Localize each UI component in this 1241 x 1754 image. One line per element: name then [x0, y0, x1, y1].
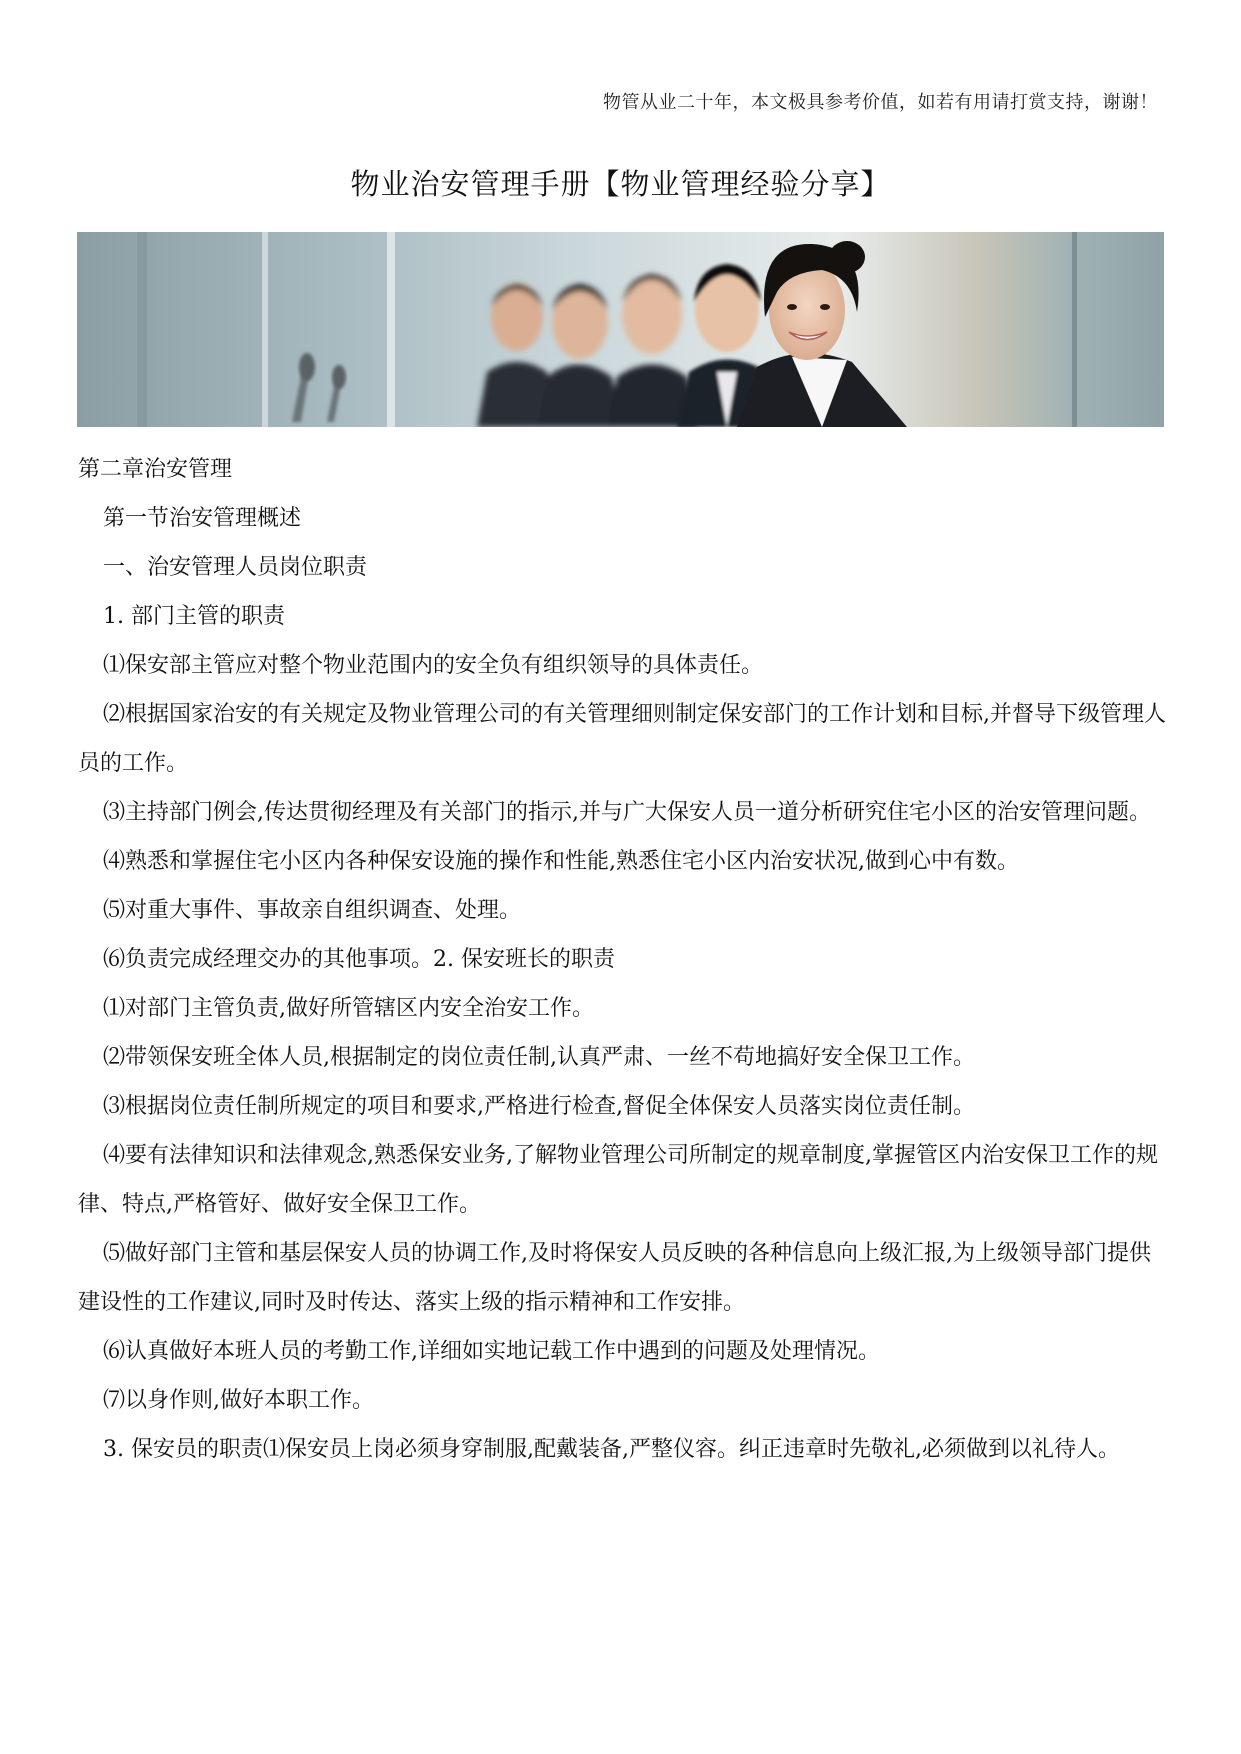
banner-image — [77, 232, 1164, 427]
business-team-photo-icon — [77, 232, 1164, 427]
paragraph: ⑶主持部门例会,传达贯彻经理及有关部门的指示,并与广大保安人员一道分析研究住宅小区的治安管理问题。 — [103, 800, 1151, 825]
header-note: 物管从业二十年，本文极具参考价值，如若有用请打赏支持，谢谢！ — [603, 92, 1158, 113]
paragraph: ⑷熟悉和掌握住宅小区内各种保安设施的操作和性能,熟悉住宅小区内治安状况,做到心中有数。 — [103, 849, 1019, 874]
subsection-heading: 1. 部门主管的职责 — [103, 604, 285, 629]
paragraph: ⑴对部门主管负责,做好所管辖区内安全治安工作。 — [103, 996, 594, 1021]
document-body — [78, 445, 1166, 1474]
section-heading: 第一节治安管理概述 — [103, 506, 302, 531]
chapter-heading: 第二章治安管理 — [78, 457, 233, 482]
paragraph: 3. 保安员的职责⑴保安员上岗必须身穿制服,配戴装备,严整仪容。纠正违章时先敬礼,必须做到以礼待人。 — [103, 1437, 1120, 1462]
paragraph: ⑴保安部主管应对整个物业范围内的安全负有组织领导的具体责任。 — [103, 653, 764, 678]
paragraph: ⑶根据岗位责任制所规定的项目和要求,严格进行检查,督促全体保安人员落实岗位责任制。 — [103, 1094, 975, 1119]
paragraph: ⑷要有法律知识和法律观念,熟悉保安业务,了解物业管理公司所制定的规章制度,掌握管区内治安保卫工作的规律、特点,严格管好、做好安全保卫工作。 — [78, 1143, 1158, 1217]
page-title: 物业治安管理手册【物业管理经验分享】 — [350, 167, 891, 201]
paragraph: ⑸做好部门主管和基层保安人员的协调工作,及时将保安人员反映的各种信息向上级汇报,为上级领导部门提供建设性的工作建议,同时及时传达、落实上级的指示精神和工作安排。 — [78, 1241, 1151, 1315]
paragraph: ⑵带领保安班全体人员,根据制定的岗位责任制,认真严肃、一丝不苟地搞好安全保卫工作。 — [103, 1045, 975, 1070]
paragraph: ⑹认真做好本班人员的考勤工作,详细如实地记载工作中遇到的问题及处理情况。 — [103, 1339, 880, 1364]
paragraph: ⑹负责完成经理交办的其他事项。2. 保安班长的职责 — [103, 947, 615, 972]
paragraph: ⑺以身作则,做好本职工作。 — [103, 1388, 374, 1413]
paragraph: ⑸对重大事件、事故亲自组织调查、处理。 — [103, 898, 522, 923]
paragraph: ⑵根据国家治安的有关规定及物业管理公司的有关管理细则制定保安部门的工作计划和目标,并督导下级管理人员的工作。 — [78, 702, 1166, 776]
part-heading: 一、治安管理人员岗位职责 — [103, 555, 368, 580]
